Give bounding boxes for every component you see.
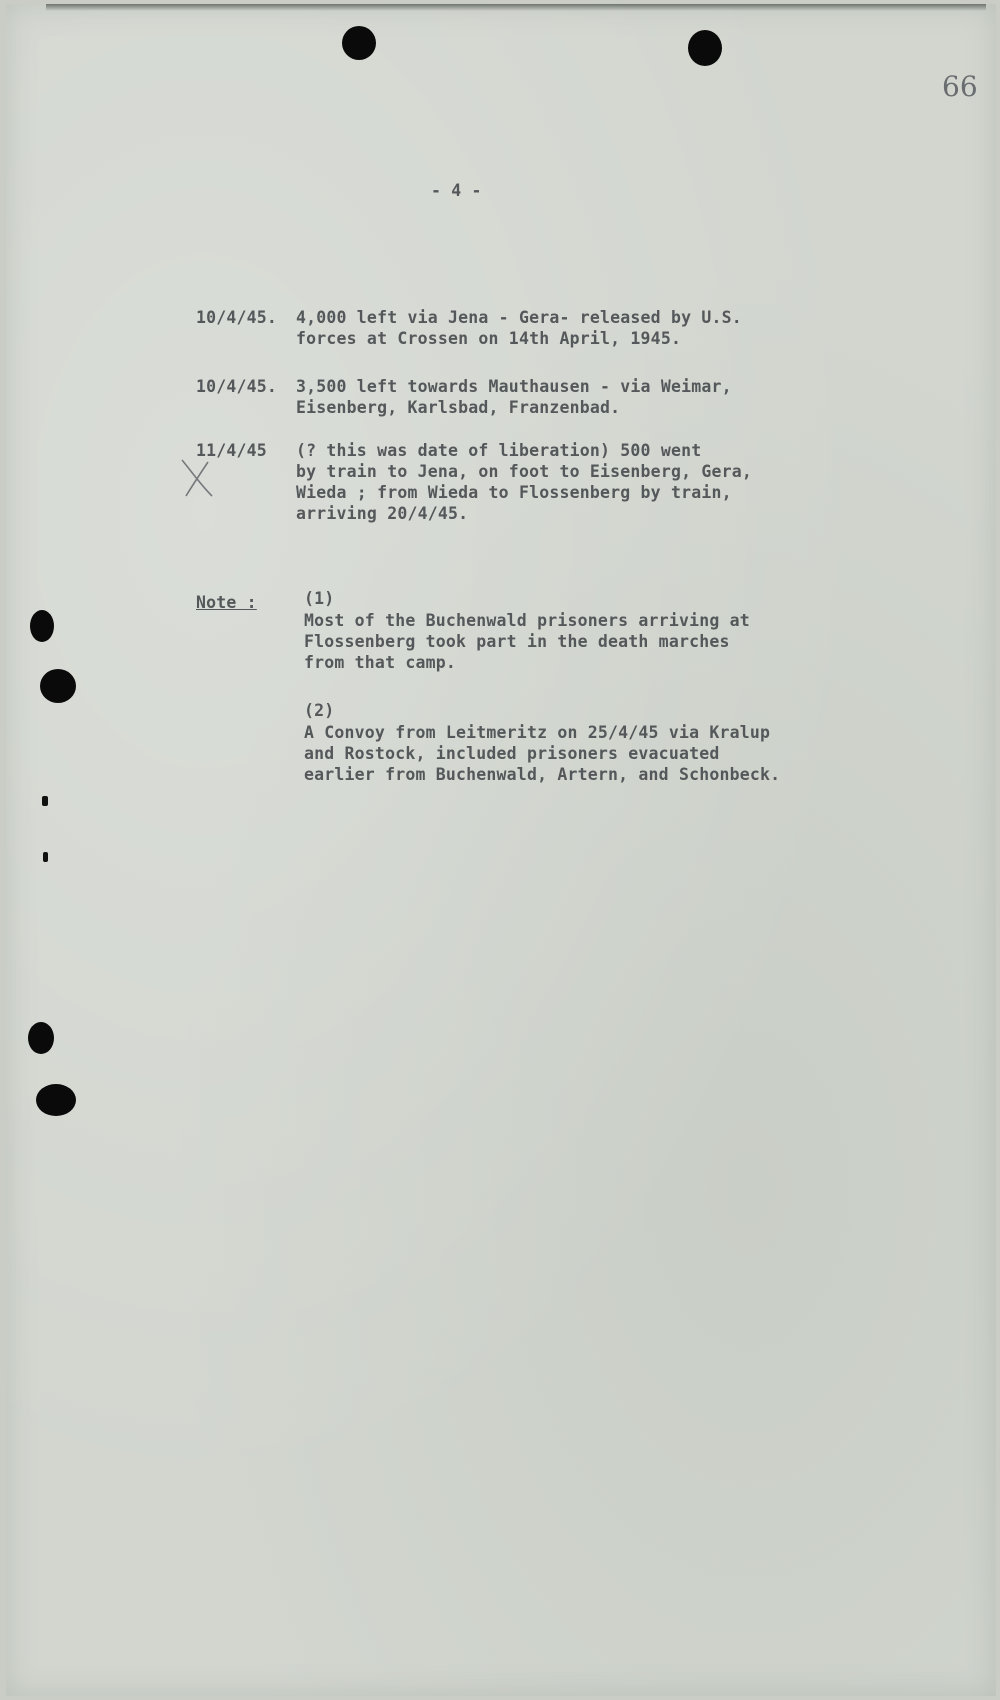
punch-hole-left-3 [28, 1022, 54, 1054]
punch-hole-left-1 [30, 610, 54, 642]
page-number: - 4 - [431, 181, 482, 200]
note-line: Flossenberg took part in the death marches [304, 632, 730, 651]
note-line: earlier from Buchenwald, Artern, and Schonbeck. [304, 765, 781, 784]
note-line: A Convoy from Leitmeritz on 25/4/45 via Kralup [304, 723, 771, 742]
margin-mark-2 [43, 852, 48, 862]
margin-mark-1 [42, 796, 48, 806]
entry-line: Eisenberg, Karlsbad, Franzenbad. [296, 398, 621, 417]
entry-line: forces at Crossen on 14th April, 1945. [296, 329, 682, 348]
note-number: (2) [304, 701, 335, 720]
handwritten-cross-mark [178, 456, 218, 500]
folio-number: 66 [942, 70, 978, 103]
note-line: Most of the Buchenwald prisoners arriving at [304, 611, 750, 630]
note-line: from that camp. [304, 653, 457, 672]
note-line: and Rostock, included prisoners evacuated [304, 744, 720, 763]
top-edge-shadow [46, 4, 986, 11]
punch-hole-top-right [688, 30, 722, 66]
entry-line: 4,000 left via Jena - Gera- released by U.S. [296, 308, 742, 327]
note-number: (1) [304, 589, 335, 608]
entry-date: 10/4/45. [196, 377, 278, 396]
entry-line: (? this was date of liberation) 500 went [296, 441, 702, 460]
entry-date: 11/4/45 [196, 441, 267, 460]
punch-hole-left-2 [40, 669, 76, 703]
entry-line: by train to Jena, on foot to Eisenberg, Gera, [296, 462, 753, 481]
punch-hole-top-left [342, 26, 376, 60]
entry-line: Wieda ; from Wieda to Flossenberg by train, [296, 483, 732, 502]
note-label: Note : [196, 593, 257, 612]
document-page [6, 4, 996, 1696]
entry-date: 10/4/45. [196, 308, 278, 327]
entry-line: arriving 20/4/45. [296, 504, 469, 523]
entry-line: 3,500 left towards Mauthausen - via Weimar, [296, 377, 732, 396]
punch-hole-left-4 [36, 1084, 76, 1116]
